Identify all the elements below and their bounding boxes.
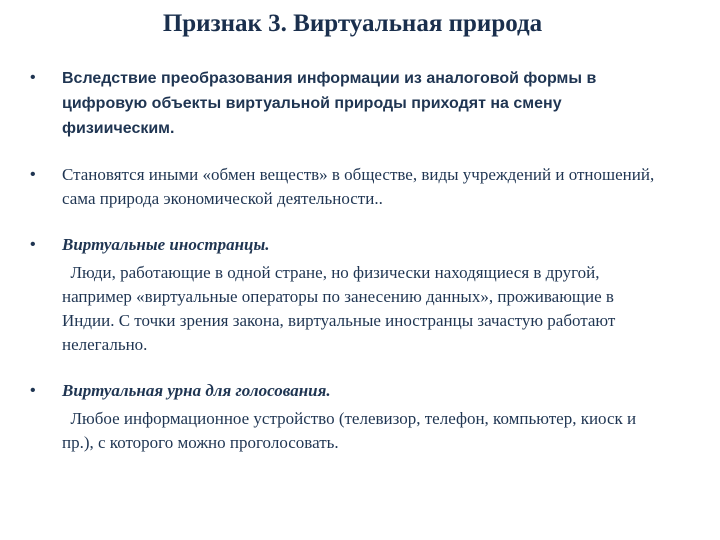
slide-title: Признак 3. Виртуальная природа xyxy=(162,10,543,37)
bullet-icon: • xyxy=(30,382,36,399)
bullet-text: Вследствие преобразования информации из аналоговой формы в цифровую объекты виртуальной природы приходят на смену физиическим. xyxy=(62,70,597,137)
bullet-text xyxy=(62,407,670,455)
bullet-text: Становятся иными «обмен веществ» в обществе, виды учреждений и отношений, сама природа экономической деятельности.. xyxy=(62,165,655,208)
bullet-icon: • xyxy=(30,236,36,253)
bullet-item-virtual-foreigners xyxy=(30,233,670,357)
bullet-text-body: Любое информационное устройство (телевизор, телефон, компьютер, киоск и пр.), с которого можно проголосовать. xyxy=(62,409,637,452)
bullet-list xyxy=(30,66,670,455)
bullet-heading: Виртуальная урна для голосования. xyxy=(62,381,331,400)
bullet-heading: Виртуальные иностранцы. xyxy=(62,235,270,254)
bullet-icon: • xyxy=(30,69,36,86)
bullet-item-virtual-ballot xyxy=(30,379,670,455)
bullet-text-body: Люди, работающие в одной стране, но физически находящиеся в другой, например «виртуальные операторы по занесению данных», проживающие в Индии. С точки зрения закона, виртуальные иностранцы зачастую работают нелегально. xyxy=(62,263,616,354)
bullet-item-digital-objects xyxy=(30,66,670,141)
bullet-item-metabolism xyxy=(30,163,670,211)
bullet-text xyxy=(62,261,670,357)
bullet-icon: • xyxy=(30,166,36,183)
